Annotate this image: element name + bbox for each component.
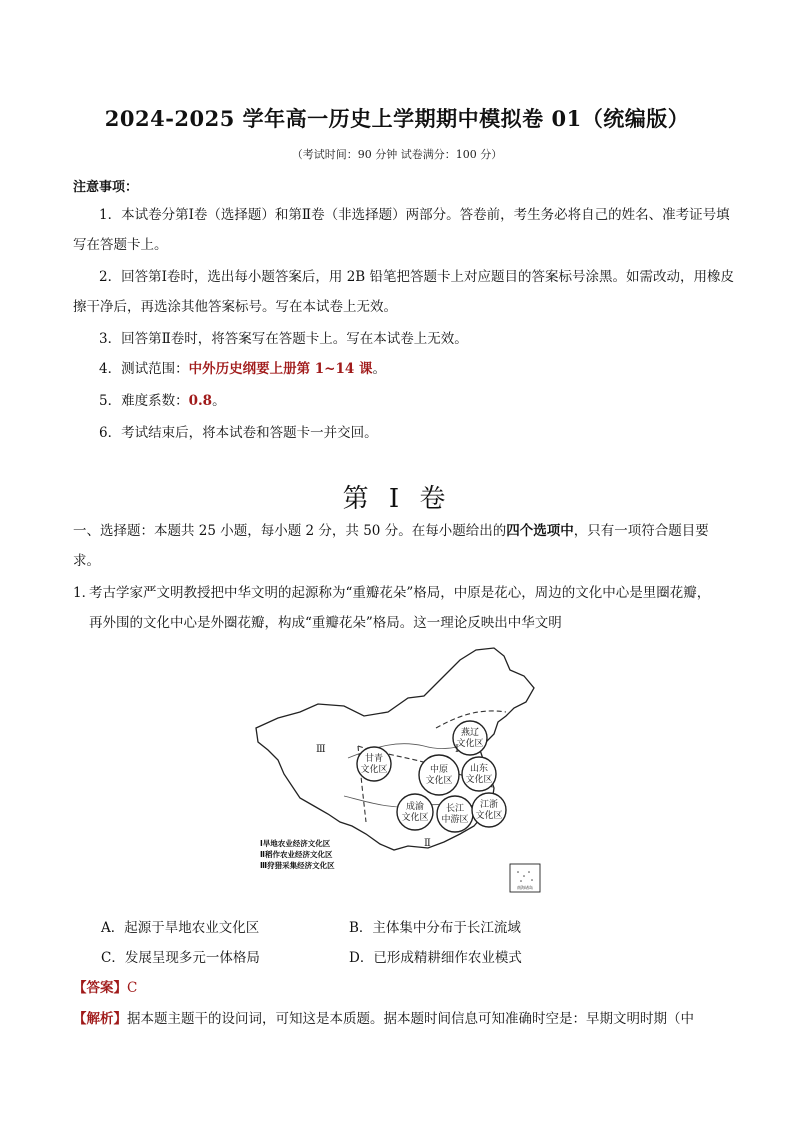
roman-1: Ⅰ [455,744,459,755]
section-intro-bold: 四个选项中 [506,523,574,539]
roman-3: Ⅲ [316,744,326,755]
circle-chengyu [397,794,433,830]
circle-changjiang [437,796,473,832]
roman-2: Ⅱ [424,838,431,849]
question-stem-line2: 再外围的文化中心是外圈花瓣，构成“重瓣花朵”格局。这一理论反映出中华文明 [89,615,562,631]
section-intro [73,516,735,576]
label-shandong-1: 山东 [469,764,489,774]
explain-tag: 【解析】 [73,1011,127,1027]
answer-tag: 【答案】 [73,980,127,996]
exam-title: 2024-2025 学年高一历史上学期期中模拟卷 01（统编版） [104,106,690,131]
option-c[interactable]: C．发展呈现多元一体格局 [101,950,260,966]
china-culture-map [248,646,544,894]
notice-item-3: 3．回答第Ⅱ卷时，将答案写在答题卡上。写在本试卷上无效。 [99,331,468,347]
question-1 [73,578,735,638]
test-scope: 中外历史纲要上册第 1~14 课 [188,361,373,377]
circle-shandong [462,757,496,791]
section-intro-suffix: ，只有一项符合题目要求。 [73,523,709,569]
option-d[interactable]: D．已形成精耕细作农业模式 [349,950,522,966]
option-b[interactable]: B．主体集中分布于长江流域 [349,920,521,936]
question-stem-line1: 考古学家严文明教授把中华文明的起源称为“重瓣花朵”格局，中原是花心，周边的文化中心是里圈花瓣， [89,585,711,601]
notice-item-4 [73,354,735,384]
circle-jiangzhe [472,793,506,827]
label-chengyu-2: 文化区 [401,813,429,823]
answer-line [73,976,137,996]
label-ganqing-2: 文化区 [360,765,388,775]
label-yanliao-1: 燕辽 [460,728,480,738]
notice-item-5-prefix: 5．难度系数： [99,393,189,409]
label-chengyu-1: 成渝 [405,802,425,812]
label-zhongyuan-1: 中原 [429,765,449,775]
notice-item-5 [73,386,735,416]
label-jiangzhe-1: 江浙 [479,800,499,810]
notice-heading: 注意事项： [73,180,139,195]
question-number: 1． [73,585,96,601]
legend-3: Ⅲ狩猎采集经济文化区 [260,861,335,870]
option-a[interactable]: A．起源于旱地农业文化区 [101,920,260,936]
section-intro-prefix: 一、选择题：本题共 25 小题，每小题 2 分，共 50 分。在每小题给出的 [73,523,507,539]
circle-ganqing [357,747,391,781]
circle-zhongyuan [419,755,459,795]
section-title: 第 I 卷 [342,484,452,514]
legend-2: Ⅱ稻作农业经济文化区 [260,850,333,859]
label-zhongyuan-2: 文化区 [425,776,453,786]
label-jiangzhe-2: 文化区 [475,811,503,821]
inset-label: 南海诸岛 [517,885,533,890]
explain-text: 据本题主题干的设问词，可知这是本质题。据本题时间信息可知准确时空是：早期文明时期（中 [127,1011,694,1027]
notice-item-6: 6．考试结束后，将本试卷和答题卡一并交回。 [99,425,378,441]
exam-subtitle: （考试时间：90 分钟 试卷满分：100 分） [291,148,503,161]
label-shandong-2: 文化区 [465,775,493,785]
label-ganqing-1: 甘青 [364,754,384,764]
notice-item-5-suffix: 。 [212,393,226,409]
notice-item-1: 1．本试卷分第Ⅰ卷（选择题）和第Ⅱ卷（非选择题）两部分。答卷前，考生务必将自己的姓名、准考证号填写在答题卡上。 [73,207,730,253]
explanation [73,1006,735,1032]
label-yanliao-2: 文化区 [456,739,484,749]
label-changjiang-1: 长江 [445,804,465,814]
notice-item-4-suffix: 。 [372,361,386,377]
notice-item-4-prefix: 4．测试范围： [99,361,189,377]
difficulty-value: 0.8 [188,393,213,409]
notice-item-2: 2．回答第Ⅰ卷时，选出每小题答案后，用 2B 铅笔把答题卡上对应题目的答案标号涂黑。如需改动，用橡皮擦干净后，再选涂其他答案标号。写在本试卷上无效。 [73,269,735,315]
answer-value: C [127,980,138,996]
legend-1: Ⅰ旱地农业经济文化区 [260,839,331,848]
label-changjiang-2: 中游区 [441,815,469,825]
